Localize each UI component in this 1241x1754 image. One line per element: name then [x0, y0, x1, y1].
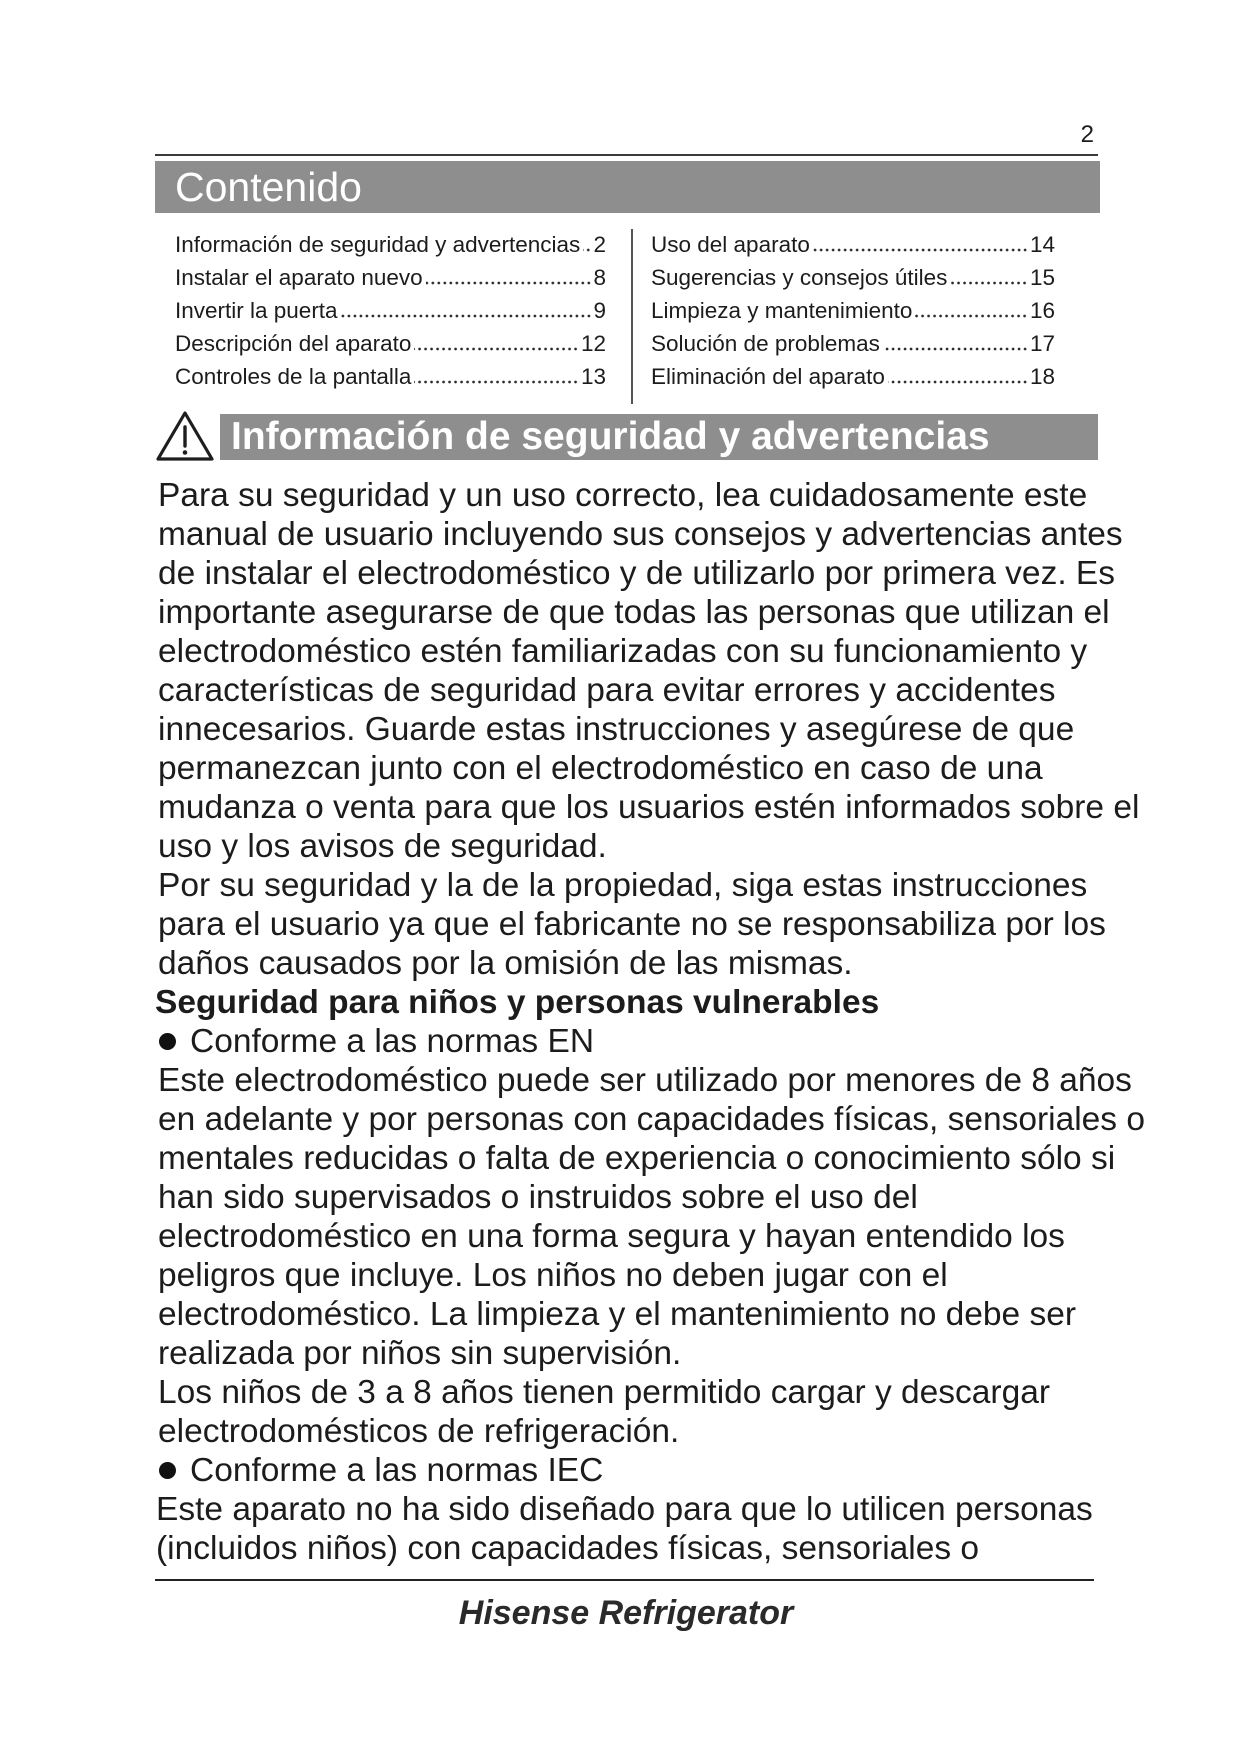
- toc-entry-label: Controles de la pantalla: [175, 364, 412, 389]
- intro-line: importante asegurarse de que todas las personas que utilizan el: [158, 594, 1110, 631]
- intro-line: daños causados por la omisión de las mismas.: [158, 945, 853, 982]
- en-paragraph-line: Este electrodoméstico puede ser utilizado por menores de 8 años: [158, 1062, 1132, 1099]
- en-paragraph-line: electrodoméstico. La limpieza y el mantenimiento no debe ser: [158, 1296, 1077, 1333]
- intro-line: para el usuario ya que el fabricante no se responsabiliza por los: [158, 906, 1106, 943]
- toc-leader-dots: [341, 314, 592, 318]
- contents-title: Contenido: [175, 164, 362, 210]
- intro-line: Para su seguridad y un uso correcto, lea cuidadosamente este: [158, 477, 1088, 514]
- safety-section-title: Información de seguridad y advertencias: [231, 415, 990, 458]
- toc-leader-dots: [915, 314, 1028, 318]
- toc-right-column: [651, 228, 1055, 393]
- top-divider: [155, 154, 1098, 156]
- en-paragraph-line: Los niños de 3 a 8 años tienen permitido cargar y descargar: [158, 1374, 1051, 1411]
- bullet-icon: [159, 1033, 176, 1050]
- en-paragraph-line: han sido supervisados o instruidos sobre el uso del: [158, 1179, 918, 1216]
- toc-entry-label: Descripción del aparato: [175, 331, 412, 356]
- en-paragraph-line: mentales reducidas o falta de experiencia o conocimiento sólo si: [158, 1140, 1116, 1177]
- en-standard-bullet-item: [158, 1022, 1145, 1061]
- intro-line: uso y los avisos de seguridad.: [158, 828, 607, 865]
- toc-leader-dots: [583, 248, 591, 252]
- toc-entry: [175, 228, 606, 261]
- toc-entry-label: Información de seguridad y advertencias: [175, 232, 581, 257]
- toc-entry: [175, 261, 606, 294]
- toc-leader-dots: [888, 380, 1028, 384]
- toc-entry: [175, 294, 606, 327]
- en-paragraph-line: peligros que incluye. Los niños no deben jugar con el: [158, 1257, 948, 1294]
- toc-entry-page: 9: [593, 298, 606, 323]
- toc-leader-dots: [813, 248, 1028, 252]
- toc-entry-label: Uso del aparato: [651, 232, 810, 257]
- toc-leader-dots: [950, 281, 1028, 285]
- toc-entry: [175, 360, 606, 393]
- toc-entry-page: 2: [593, 232, 606, 257]
- contents-header-bar: [155, 161, 1100, 213]
- toc-entry-page: 13: [580, 364, 606, 389]
- toc-entry-page: 12: [580, 331, 606, 356]
- toc-entry: [175, 327, 606, 360]
- intro-line: manual de usuario incluyendo sus consejos y advertencias antes: [158, 516, 1123, 553]
- intro-line: de instalar el electrodoméstico y de utilizarlo por primera vez. Es: [158, 555, 1116, 592]
- toc-entry-page: 14: [1029, 232, 1055, 257]
- toc-entry-label: Instalar el aparato nuevo: [175, 265, 423, 290]
- intro-line: permanezcan junto con el electrodoméstico en caso de una: [158, 750, 1043, 787]
- safety-header-bar: [220, 414, 1098, 460]
- toc-leader-dots: [883, 347, 1028, 351]
- intro-line: electrodoméstico estén familiarizadas con su funcionamiento y: [158, 633, 1088, 670]
- footer-divider: [155, 1579, 1094, 1581]
- iec-paragraph-line: Este aparato no ha sido diseñado para que lo utilicen personas: [156, 1491, 1093, 1528]
- toc-entry-page: 16: [1029, 298, 1055, 323]
- safety-body: [155, 476, 1145, 1568]
- toc-left-column: [175, 228, 606, 393]
- toc-entry: [651, 360, 1055, 393]
- toc-entry-page: 15: [1029, 265, 1055, 290]
- toc-entry-label: Sugerencias y consejos útiles: [651, 265, 948, 290]
- toc-entry: [651, 327, 1055, 360]
- en-paragraph-line: electrodoméstico en una forma segura y hayan entendido los: [158, 1218, 1065, 1255]
- iec-standard-heading: Conforme a las normas IEC: [190, 1452, 604, 1489]
- intro-line: características de seguridad para evitar errores y accidentes: [158, 672, 1056, 709]
- children-safety-heading: Seguridad para niños y personas vulnerables: [155, 984, 880, 1021]
- toc-entry-page: 17: [1029, 331, 1055, 356]
- toc-entry-label: Eliminación del aparato: [651, 364, 885, 389]
- iec-standard-bullet-item: [158, 1451, 1145, 1490]
- toc-leader-dots: [414, 380, 579, 384]
- toc-leader-dots: [414, 347, 579, 351]
- toc-entry-page: 8: [593, 265, 606, 290]
- page-number: 2: [1080, 121, 1094, 148]
- toc-entry-label: Solución de problemas: [651, 331, 880, 356]
- en-standard-heading: Conforme a las normas EN: [190, 1023, 595, 1060]
- en-paragraph-line: en adelante y por personas con capacidades físicas, sensoriales o: [158, 1101, 1145, 1138]
- toc-entry: [651, 228, 1055, 261]
- toc-column-divider: [631, 229, 633, 404]
- intro-line: innecesarios. Guarde estas instrucciones y asegúrese de que: [158, 711, 1075, 748]
- toc-entry: [651, 261, 1055, 294]
- warning-triangle-icon: [155, 410, 215, 462]
- toc-leader-dots: [426, 281, 592, 285]
- brand-footer: Hisense Refrigerator: [458, 1594, 794, 1632]
- toc-entry-label: Limpieza y mantenimiento: [651, 298, 913, 323]
- toc-entry-page: 18: [1029, 364, 1055, 389]
- intro-line: mudanza o venta para que los usuarios estén informados sobre el: [158, 789, 1140, 826]
- toc-entry: [651, 294, 1055, 327]
- iec-paragraph-line: (incluidos niños) con capacidades físicas, sensoriales o: [156, 1530, 980, 1567]
- toc-entry-label: Invertir la puerta: [175, 298, 338, 323]
- en-paragraph-line: electrodomésticos de refrigeración.: [158, 1413, 680, 1450]
- intro-line: Por su seguridad y la de la propiedad, siga estas instrucciones: [158, 867, 1088, 904]
- en-paragraph-line: realizada por niños sin supervisión.: [158, 1335, 682, 1372]
- bullet-icon: [159, 1462, 176, 1479]
